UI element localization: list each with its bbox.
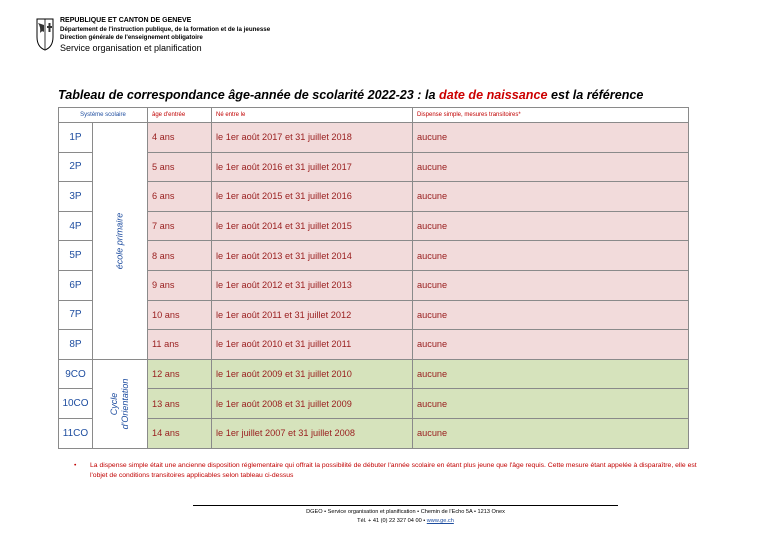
row-age: 13 ans xyxy=(148,389,212,419)
table-row xyxy=(59,270,689,300)
header-age: âge d'entrée xyxy=(148,108,212,123)
row-dispense: aucune xyxy=(413,123,689,153)
row-born: le 1er août 2017 et 31 juillet 2018 xyxy=(212,123,413,153)
row-born: le 1er août 2012 et 31 juillet 2013 xyxy=(212,270,413,300)
row-dispense: aucune xyxy=(413,152,689,182)
page-title xyxy=(58,88,708,102)
table-header-row xyxy=(59,108,689,123)
row-born: le 1er août 2011 et 31 juillet 2012 xyxy=(212,300,413,330)
row-code: 5P xyxy=(59,241,93,271)
row-dispense: aucune xyxy=(413,330,689,360)
row-age: 10 ans xyxy=(148,300,212,330)
row-code: 9CO xyxy=(59,359,93,389)
table-row xyxy=(59,359,689,389)
table-row xyxy=(59,389,689,419)
row-dispense: aucune xyxy=(413,211,689,241)
header-dispense: Dispense simple, mesures transitoires* xyxy=(413,108,689,123)
group-primary-label: école primaire xyxy=(114,212,125,270)
footer-website-link[interactable]: www.ge.ch xyxy=(426,518,454,524)
footer-phone: Tél. + 41 (0) 22 327 04 00 • xyxy=(357,518,427,524)
row-code: 10CO xyxy=(59,389,93,419)
row-dispense: aucune xyxy=(413,182,689,212)
table-row xyxy=(59,300,689,330)
row-born: le 1er août 2016 et 31 juillet 2017 xyxy=(212,152,413,182)
group-co-label xyxy=(109,378,131,429)
group-co-cell xyxy=(93,359,148,448)
title-part1: Tableau de correspondance âge-année de scolarité 2022-23 : la xyxy=(58,88,439,102)
row-born: le 1er août 2010 et 31 juillet 2011 xyxy=(212,330,413,360)
row-code: 4P xyxy=(59,211,93,241)
table-row xyxy=(59,211,689,241)
row-code: 8P xyxy=(59,330,93,360)
row-born: le 1er août 2013 et 31 juillet 2014 xyxy=(212,241,413,271)
group-co-line1: Cycle xyxy=(109,392,119,415)
header-line-canton: REPUBLIQUE ET CANTON DE GENEVE xyxy=(60,17,192,24)
row-code: 1P xyxy=(59,123,93,153)
row-dispense: aucune xyxy=(413,270,689,300)
header-line-service: Service organisation et planification xyxy=(60,42,202,53)
row-age: 5 ans xyxy=(148,152,212,182)
footnote xyxy=(74,461,714,481)
row-age: 4 ans xyxy=(148,123,212,153)
title-highlight: date de naissance xyxy=(439,88,548,102)
row-dispense: aucune xyxy=(413,418,689,448)
row-age: 12 ans xyxy=(148,359,212,389)
header-line-direction: Direction générale de l'enseignement obligatoire xyxy=(60,34,203,42)
row-code: 7P xyxy=(59,300,93,330)
row-age: 9 ans xyxy=(148,270,212,300)
footer-contact xyxy=(193,517,618,526)
header-born: Né entre le xyxy=(212,108,413,123)
row-age: 11 ans xyxy=(148,330,212,360)
age-correspondence-table xyxy=(58,107,689,449)
footer-address: DGEO • Service organisation et planification • Chemin de l'Echo 5A • 1213 Onex xyxy=(306,509,505,515)
row-dispense: aucune xyxy=(413,300,689,330)
row-dispense: aucune xyxy=(413,359,689,389)
header-line-department: Département de l'instruction publique, de la formation et de la jeunesse xyxy=(60,25,271,33)
row-born: le 1er août 2009 et 31 juillet 2010 xyxy=(212,359,413,389)
table-row xyxy=(59,330,689,360)
row-age: 7 ans xyxy=(148,211,212,241)
footer-divider xyxy=(193,505,618,506)
footnote-bullet: • xyxy=(74,462,77,469)
header-system: Système scolaire xyxy=(59,108,148,123)
row-dispense: aucune xyxy=(413,389,689,419)
group-primary-cell xyxy=(93,123,148,360)
table-row xyxy=(59,418,689,448)
row-code: 2P xyxy=(59,152,93,182)
title-part2: est la référence xyxy=(547,88,644,102)
row-age: 6 ans xyxy=(148,182,212,212)
geneva-crest-icon xyxy=(36,17,54,51)
table-row xyxy=(59,152,689,182)
table-row xyxy=(59,123,689,153)
row-code: 6P xyxy=(59,270,93,300)
table-row xyxy=(59,241,689,271)
row-dispense: aucune xyxy=(413,241,689,271)
row-born: le 1er août 2014 et 31 juillet 2015 xyxy=(212,211,413,241)
row-age: 14 ans xyxy=(148,418,212,448)
footnote-text: La dispense simple était une ancienne disposition réglementaire qui offrait la possibilité de débuter l'année scolaire en étant plus jeune que l'âge requis. Cette mesure étant appelée à disparaître, elle est l'objet de conditions transitoires applicables selon tableau ci-dessus xyxy=(90,462,697,479)
row-code: 11CO xyxy=(59,418,93,448)
row-born: le 1er août 2015 et 31 juillet 2016 xyxy=(212,182,413,212)
group-co-line2: d'Orientation xyxy=(120,378,130,430)
row-born: le 1er août 2008 et 31 juillet 2009 xyxy=(212,389,413,419)
row-born: le 1er juillet 2007 et 31 juillet 2008 xyxy=(212,418,413,448)
row-code: 3P xyxy=(59,182,93,212)
letterhead xyxy=(36,17,270,54)
table-row xyxy=(59,182,689,212)
row-age: 8 ans xyxy=(148,241,212,271)
footer xyxy=(193,508,618,526)
